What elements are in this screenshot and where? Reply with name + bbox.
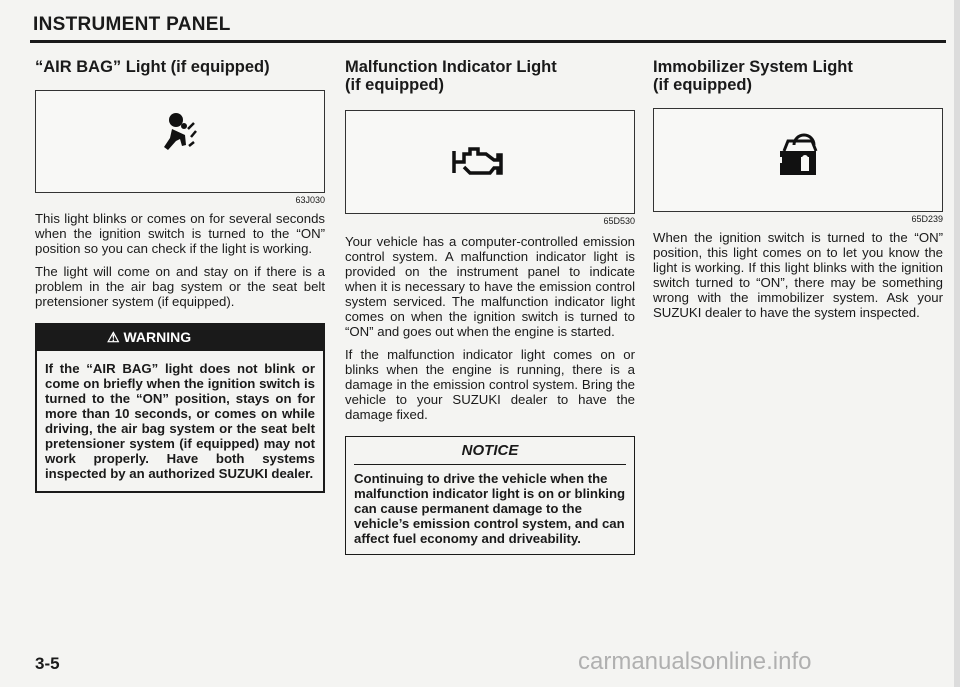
airbag-paragraph-1: This light blinks or comes on for several seconds when the ignition switch is turned to the “ON” position so you can check if the light is working.	[35, 211, 325, 256]
header-rule	[30, 40, 946, 43]
airbag-section	[35, 58, 325, 493]
notice-text: Continuing to drive the vehicle when the malfunction indicator light is on or blinking can cause permanent damage to the vehicle’s emission control system, and can affect fuel economy and driveability.	[354, 471, 626, 546]
airbag-figure	[35, 90, 325, 193]
malfunction-figure	[345, 110, 635, 214]
airbag-figure-code: 63J030	[295, 195, 325, 205]
warning-label: WARNING	[123, 329, 192, 345]
airbag-title: “AIR BAG” Light (if equipped)	[35, 58, 270, 76]
malfunction-title-line1: Malfunction Indicator Light	[345, 58, 557, 76]
watermark: carmanualsonline.info	[578, 648, 812, 675]
malfunction-title	[345, 58, 635, 94]
immobilizer-paragraph: When the ignition switch is turned to the “ON” position, this light comes on to let you know the light is working. If this light blinks with the ignition switch turned to “ON”, there may be something wrong with the immobilizer system. Ask your SUZUKI dealer to have the system inspected.	[653, 230, 943, 320]
warning-box	[35, 323, 325, 493]
immobilizer-figure	[653, 108, 943, 212]
malfunction-figure-code: 65D530	[603, 216, 635, 226]
notice-label: NOTICE	[354, 437, 626, 465]
airbag-icon	[36, 91, 326, 192]
warning-header	[37, 325, 323, 351]
immobilizer-title-line1: Immobilizer System Light	[653, 58, 853, 76]
warning-triangle-icon: ⚠	[107, 329, 120, 345]
malfunction-paragraph-2: If the malfunction indicator light comes on or blinks when the engine is running, there is a damage in the emission control system. Bring the vehicle to your SUZUKI dealer to have the damage fixed.	[345, 347, 635, 422]
notice-box	[345, 436, 635, 555]
immobilizer-section	[653, 58, 943, 328]
malfunction-title-line2: (if equipped)	[345, 76, 444, 94]
car-key-icon	[654, 109, 944, 211]
malfunction-paragraph-1: Your vehicle has a computer-controlled emission control system. A malfunction indicator light is provided on the instrument panel to indicate when it is necessary to have the emission control system serviced. The malfunction indicator light comes on when the ignition switch is turned to “ON” and goes out when the engine is started.	[345, 234, 635, 339]
warning-text: If the “AIR BAG” light does not blink or come on briefly when the ignition switch is turned to the “ON” position, stays on for more than 10 seconds, or comes on while driving, the air bag system or the seat belt pretensioner system (if equipped) may not work properly. Have both systems inspected by an authorized SUZUKI dealer.	[45, 361, 315, 481]
page-number: 3-5	[35, 654, 60, 673]
engine-icon	[346, 111, 636, 213]
airbag-paragraph-2: The light will come on and stay on if there is a problem in the air bag system or the seat belt pretensioner system (if equipped).	[35, 264, 325, 309]
immobilizer-title-line2: (if equipped)	[653, 76, 752, 94]
page-header: INSTRUMENT PANEL	[33, 14, 231, 35]
immobilizer-title	[653, 58, 943, 94]
malfunction-section	[345, 58, 635, 555]
page-edge	[954, 0, 960, 687]
immobilizer-figure-code: 65D239	[911, 214, 943, 224]
